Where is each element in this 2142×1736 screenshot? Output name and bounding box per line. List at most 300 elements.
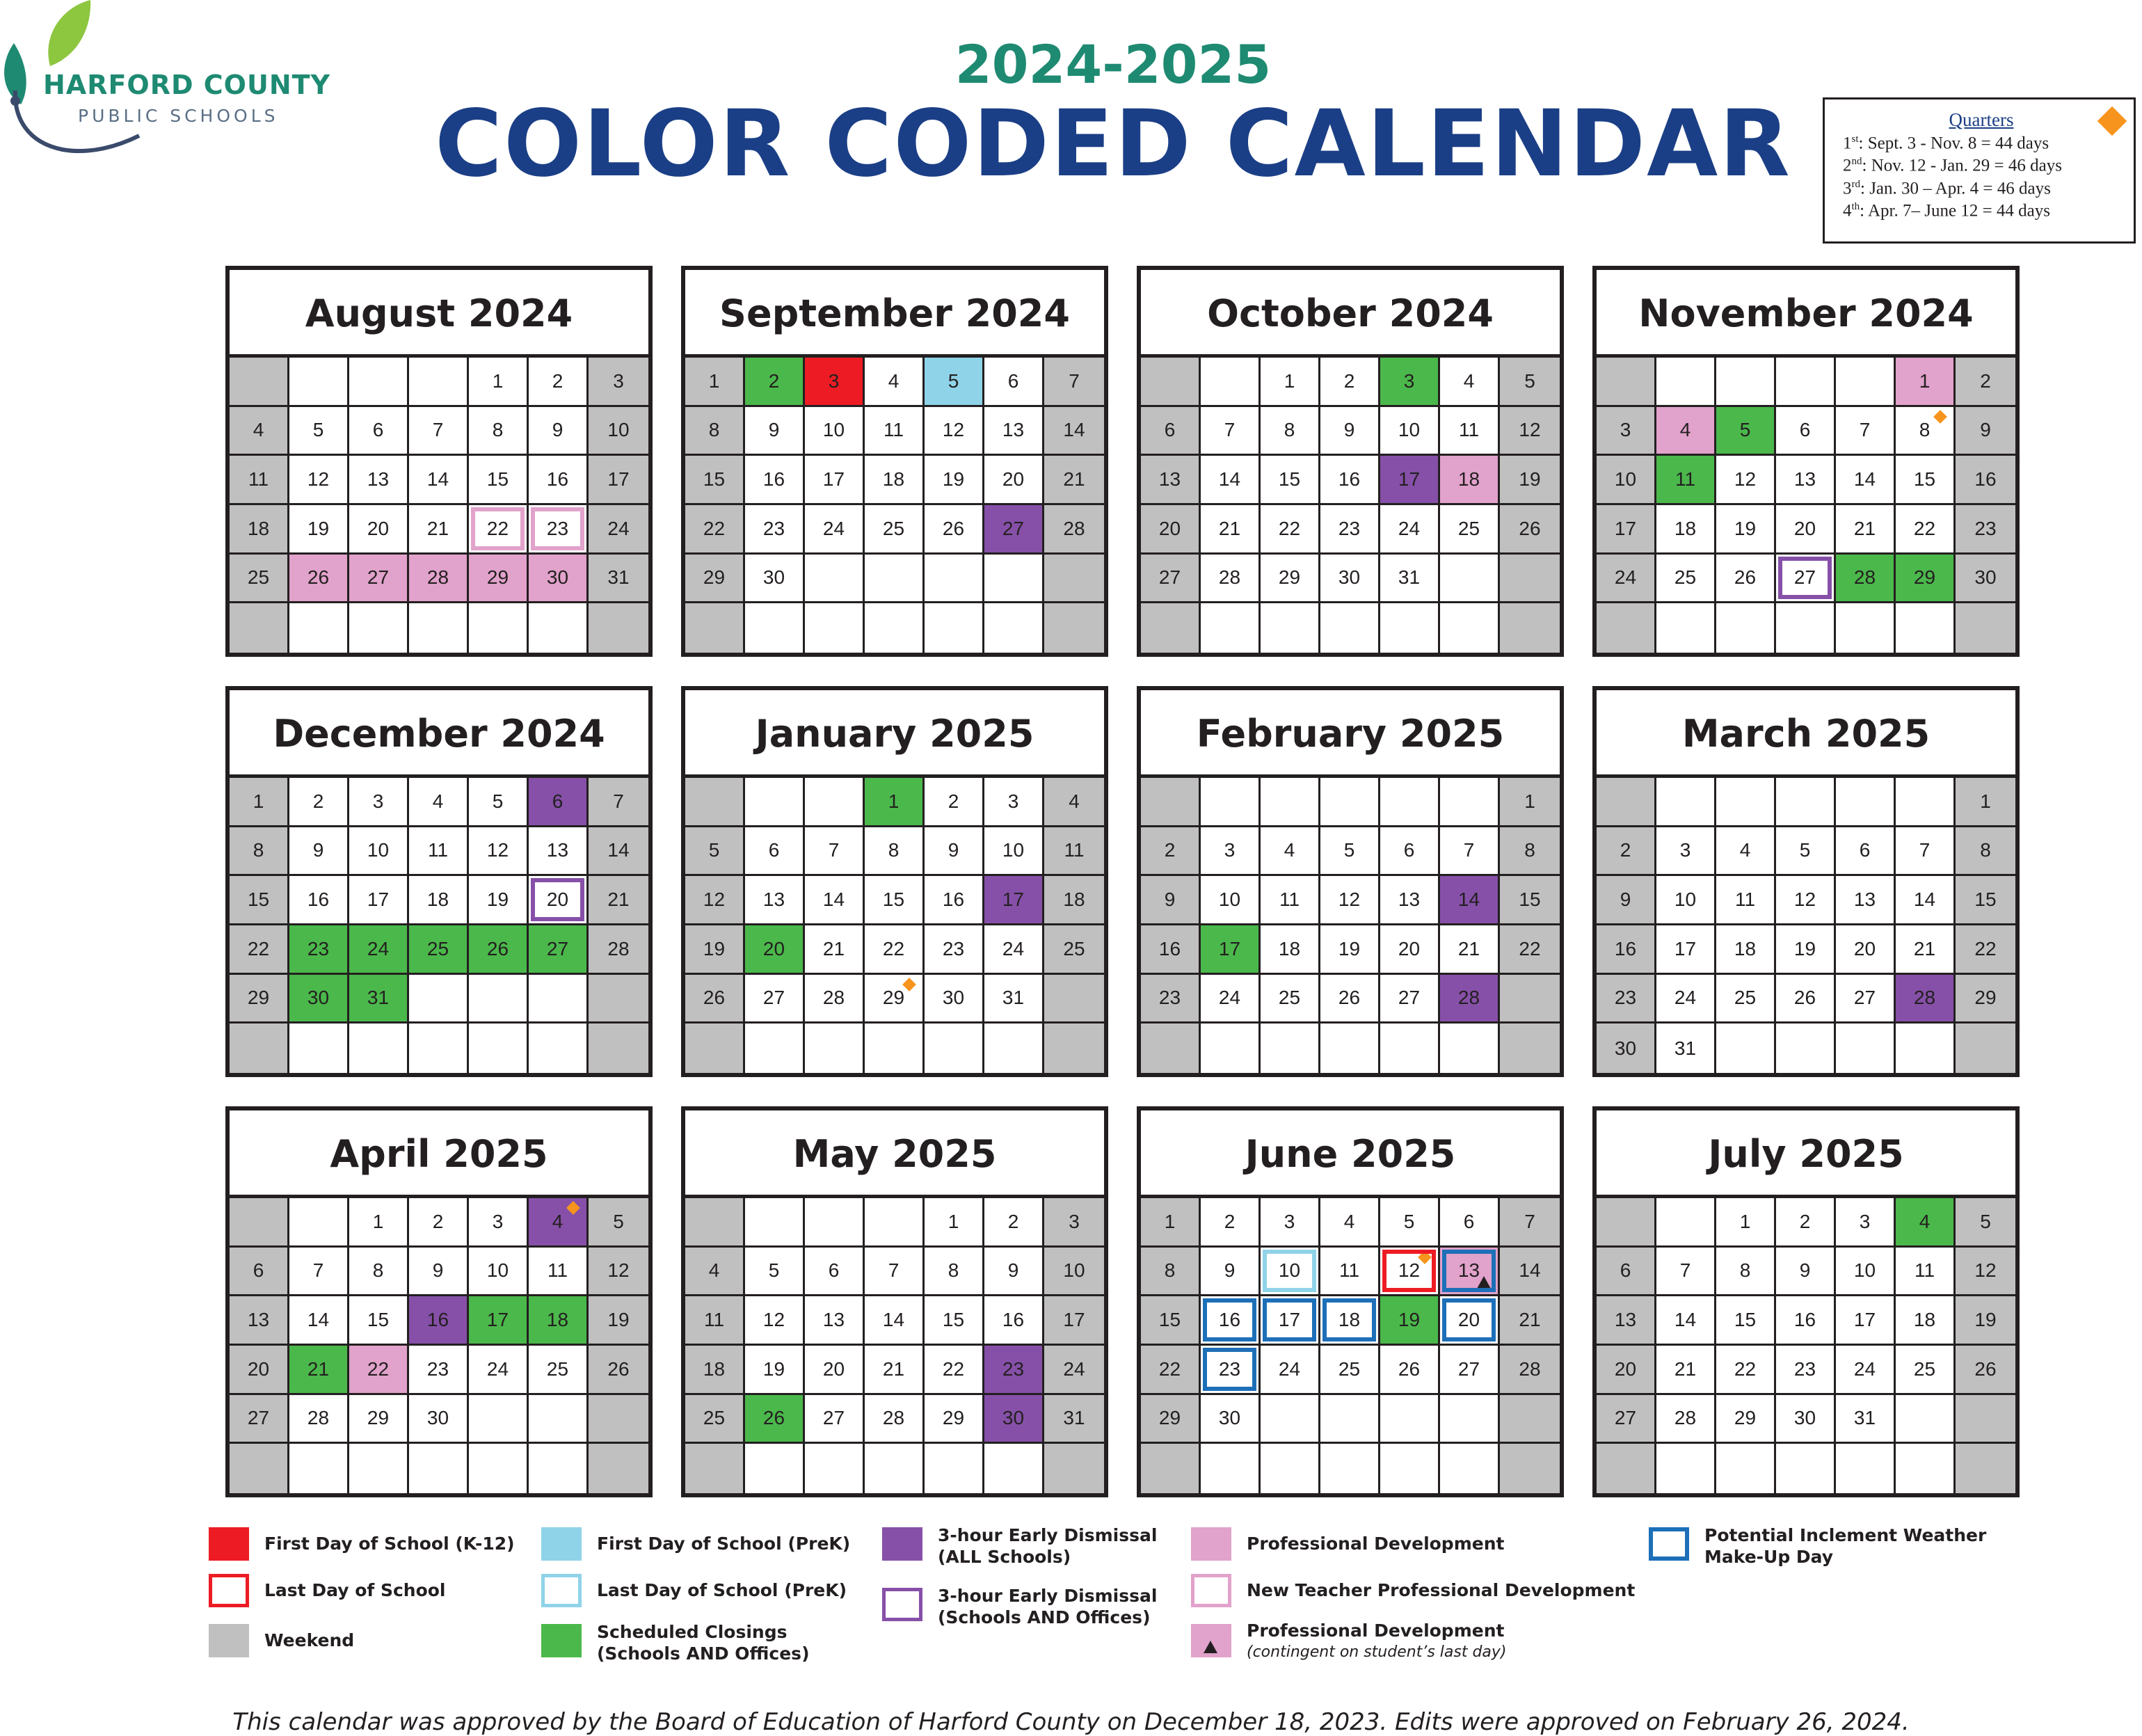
empty-cell (589, 603, 648, 653)
day-number: 20 (1853, 937, 1876, 959)
empty-cell (1500, 603, 1560, 653)
day-number: 3 (1859, 1210, 1871, 1232)
day-number: 18 (1278, 937, 1301, 959)
day-number: 19 (703, 937, 726, 959)
empty-cell (1956, 603, 2015, 653)
day-number: 22 (486, 517, 509, 539)
day-number: 18 (1734, 937, 1757, 959)
day-cell (469, 358, 529, 407)
day-number: 9 (768, 419, 780, 441)
day-cell (469, 1198, 529, 1248)
day-number: 23 (1218, 1357, 1241, 1380)
day-cell (1896, 876, 1956, 925)
day-cell (805, 407, 865, 456)
day-number: 30 (1614, 1037, 1637, 1059)
day-number: 1 (492, 369, 504, 392)
day-number: 5 (1980, 1210, 1991, 1232)
day-number: 9 (552, 419, 564, 441)
day-cell (1716, 407, 1776, 456)
day-number: 3 (1620, 419, 1631, 441)
day-number: 21 (1457, 937, 1480, 959)
day-cell (865, 1296, 925, 1346)
day-number: 31 (1398, 566, 1421, 589)
day-cell (289, 778, 349, 827)
empty-cell (1656, 1444, 1716, 1493)
day-number: 9 (1164, 889, 1176, 911)
day-cell (589, 555, 648, 604)
empty-cell (230, 1444, 289, 1493)
day-cell (529, 876, 589, 925)
day-number: 3 (1007, 790, 1019, 812)
day-cell (745, 407, 805, 456)
day-cell (1956, 1296, 2015, 1346)
empty-cell (745, 1444, 805, 1493)
day-cell (529, 1198, 589, 1248)
day-number: 15 (1913, 468, 1936, 491)
month-calendar (1137, 266, 1564, 657)
day-number: 13 (1853, 889, 1876, 911)
day-number: 13 (1457, 1259, 1480, 1282)
day-cell (1500, 505, 1560, 555)
day-cell (865, 925, 925, 975)
day-cell (589, 827, 648, 877)
day-cell (409, 456, 469, 505)
day-number: 28 (1913, 987, 1936, 1009)
day-cell (469, 1296, 529, 1346)
day-cell (1776, 1198, 1836, 1248)
day-cell (1380, 1296, 1440, 1346)
day-number: 30 (1974, 566, 1997, 589)
day-cell (1201, 925, 1261, 975)
day-cell (1656, 827, 1716, 877)
empty-cell (1836, 778, 1896, 827)
day-cell (1380, 505, 1440, 555)
empty-cell (230, 603, 289, 653)
day-cell (589, 358, 648, 407)
day-number: 5 (1343, 839, 1355, 861)
day-cell (469, 407, 529, 456)
day-cell (1836, 555, 1896, 604)
day-number: 16 (546, 468, 569, 491)
day-cell (1716, 1296, 1776, 1346)
day-cell (1201, 456, 1261, 505)
day-cell (805, 1296, 865, 1346)
day-number: 14 (1913, 889, 1936, 911)
day-number: 13 (1793, 468, 1816, 491)
day-number: 21 (607, 889, 630, 911)
month-title: December 2024 (230, 690, 648, 778)
day-cell (1440, 827, 1500, 877)
day-number: 29 (1158, 1407, 1181, 1429)
day-cell (1836, 975, 1896, 1024)
day-number: 12 (1338, 889, 1361, 911)
day-cell (685, 975, 745, 1024)
day-cell (1440, 456, 1500, 505)
empty-cell (865, 1444, 925, 1493)
day-number: 11 (1279, 889, 1300, 911)
day-cell (1836, 876, 1896, 925)
day-number: 29 (1913, 566, 1936, 589)
day-cell (1044, 827, 1104, 877)
day-cell (1500, 876, 1560, 925)
day-number: 8 (253, 839, 264, 861)
day-number: 19 (1974, 1309, 1997, 1331)
calendar-year: 2024-2025 (954, 33, 1272, 95)
day-cell (469, 778, 529, 827)
day-cell (349, 1248, 409, 1297)
day-cell (984, 505, 1044, 555)
day-cell (1044, 456, 1104, 505)
day-number: 30 (1793, 1407, 1816, 1429)
empty-cell (469, 1024, 529, 1073)
day-cell (984, 1248, 1044, 1297)
day-number: 17 (367, 889, 390, 911)
month-title: June 2025 (1141, 1110, 1560, 1198)
day-number: 15 (703, 468, 726, 491)
day-number: 22 (942, 1357, 965, 1380)
empty-cell (1380, 603, 1440, 653)
month-title: February 2025 (1141, 690, 1560, 778)
day-number: 9 (312, 839, 324, 861)
day-cell (230, 1296, 289, 1346)
day-number: 26 (1974, 1357, 1997, 1380)
day-cell (925, 1346, 984, 1395)
day-number: 8 (1284, 419, 1295, 441)
day-number: 19 (1519, 468, 1541, 491)
month-grid (230, 358, 648, 653)
day-cell (1440, 1346, 1500, 1395)
empty-cell (745, 1024, 805, 1073)
empty-cell (1044, 1024, 1104, 1073)
empty-cell (1261, 1444, 1320, 1493)
day-number: 10 (607, 419, 630, 441)
empty-cell (349, 1024, 409, 1073)
empty-cell (409, 1444, 469, 1493)
day-number: 1 (1524, 790, 1535, 812)
empty-cell (469, 603, 529, 653)
day-number: 13 (247, 1309, 270, 1331)
month-grid (685, 358, 1104, 653)
quarter-end-diamond-icon (566, 1201, 580, 1215)
day-cell (409, 827, 469, 877)
day-number: 16 (426, 1309, 449, 1331)
day-cell (685, 505, 745, 555)
day-number: 1 (708, 369, 720, 392)
day-cell (1656, 1395, 1716, 1444)
day-cell (230, 925, 289, 975)
day-cell (1320, 505, 1380, 555)
day-cell (1320, 1296, 1380, 1346)
day-number: 12 (703, 889, 726, 911)
day-cell (1261, 1346, 1320, 1395)
day-cell (1320, 876, 1380, 925)
day-number: 24 (1853, 1357, 1876, 1380)
day-cell (925, 1395, 984, 1444)
month-grid (1597, 1198, 2015, 1493)
day-cell (685, 1346, 745, 1395)
day-cell (805, 1346, 865, 1395)
day-cell (1500, 778, 1560, 827)
day-number: 26 (1519, 517, 1541, 539)
day-number: 10 (1614, 468, 1637, 491)
day-number: 5 (948, 369, 959, 392)
day-number: 21 (1063, 468, 1085, 491)
day-cell (1896, 1248, 1956, 1297)
day-cell (1716, 1198, 1776, 1248)
day-cell (1320, 456, 1380, 505)
day-cell (1261, 827, 1320, 877)
day-cell (289, 1346, 349, 1395)
day-number: 30 (942, 987, 965, 1009)
empty-cell (1836, 1444, 1896, 1493)
day-number: 24 (1278, 1357, 1301, 1380)
month-grid (685, 778, 1104, 1073)
day-cell (685, 456, 745, 505)
day-cell (1896, 827, 1956, 877)
day-cell (805, 1248, 865, 1297)
day-cell (925, 1198, 984, 1248)
day-number: 31 (1002, 987, 1025, 1009)
day-number: 11 (1338, 1259, 1360, 1282)
empty-cell (1776, 1444, 1836, 1493)
day-number: 13 (1002, 419, 1025, 441)
day-number: 3 (1284, 1210, 1295, 1232)
day-cell (1201, 555, 1261, 604)
legend-swatch (1191, 1527, 1231, 1561)
day-cell (349, 1198, 409, 1248)
day-cell (1896, 1346, 1956, 1395)
day-number: 12 (762, 1309, 785, 1331)
day-cell (349, 876, 409, 925)
empty-cell (745, 1198, 805, 1248)
day-number: 19 (1734, 517, 1757, 539)
day-cell (685, 876, 745, 925)
day-cell (1776, 555, 1836, 604)
day-cell (289, 456, 349, 505)
day-number: 30 (762, 566, 785, 589)
day-cell (409, 876, 469, 925)
day-cell (805, 456, 865, 505)
day-cell (469, 925, 529, 975)
month-grid (230, 1198, 648, 1493)
day-cell (1896, 456, 1956, 505)
quarter-line: 2nd: Nov. 12 - Jan. 29 = 46 days (1843, 156, 2062, 175)
day-cell (1716, 505, 1776, 555)
day-number: 25 (1338, 1357, 1361, 1380)
day-number: 4 (1069, 790, 1080, 812)
day-cell (1380, 555, 1440, 604)
day-number: 4 (552, 1210, 564, 1232)
day-cell (1836, 1296, 1896, 1346)
day-cell (1836, 1248, 1896, 1297)
day-cell (1836, 1395, 1896, 1444)
day-number: 9 (1980, 419, 1991, 441)
day-number: 23 (762, 517, 785, 539)
day-cell (1956, 925, 2015, 975)
quarter-line: 4th: Apr. 7– June 12 = 44 days (1843, 200, 2050, 221)
day-cell (984, 456, 1044, 505)
day-number: 21 (1519, 1309, 1541, 1331)
day-number: 28 (1218, 566, 1241, 589)
day-cell (1320, 1198, 1380, 1248)
day-number: 25 (426, 937, 449, 959)
month-title: March 2025 (1597, 690, 2015, 778)
empty-cell (1500, 1444, 1560, 1493)
day-number: 28 (607, 937, 630, 959)
day-number: 5 (1799, 839, 1811, 861)
empty-cell (1776, 778, 1836, 827)
empty-cell (1320, 603, 1380, 653)
day-cell (745, 1296, 805, 1346)
day-number: 9 (1620, 889, 1631, 911)
day-number: 29 (1974, 987, 1997, 1009)
empty-cell (1776, 358, 1836, 407)
day-number: 18 (1457, 468, 1480, 491)
day-number: 7 (1919, 839, 1931, 861)
empty-cell (685, 603, 745, 653)
day-number: 27 (1793, 566, 1816, 589)
legend-label: First Day of School (PreK) (597, 1534, 851, 1554)
day-cell (925, 925, 984, 975)
legend-label: Last Day of School (264, 1580, 446, 1600)
empty-cell (1261, 1395, 1320, 1444)
day-number: 22 (1519, 937, 1541, 959)
day-cell (469, 1248, 529, 1297)
day-cell (925, 1248, 984, 1297)
empty-cell (925, 555, 984, 604)
day-number: 26 (607, 1357, 630, 1380)
day-number: 18 (703, 1357, 726, 1380)
day-cell (984, 975, 1044, 1024)
day-cell (1956, 1198, 2015, 1248)
month-title: July 2025 (1597, 1110, 2015, 1198)
day-cell (230, 1346, 289, 1395)
day-cell (349, 456, 409, 505)
legend-swatch (209, 1624, 249, 1657)
day-cell (1896, 1296, 1956, 1346)
empty-cell (685, 778, 745, 827)
day-cell (1320, 827, 1380, 877)
day-number: 21 (822, 937, 845, 959)
day-number: 19 (1793, 937, 1816, 959)
day-number: 29 (703, 566, 726, 589)
empty-cell (349, 1444, 409, 1493)
day-cell (1956, 456, 2015, 505)
empty-cell (1956, 1024, 2015, 1073)
day-cell (1656, 407, 1716, 456)
legend-swatch (1191, 1574, 1231, 1607)
day-number: 16 (1793, 1309, 1816, 1331)
day-number: 8 (1980, 839, 1991, 861)
empty-cell (1500, 975, 1560, 1024)
day-number: 1 (372, 1210, 384, 1232)
empty-cell (529, 1444, 589, 1493)
empty-cell (1656, 603, 1716, 653)
empty-cell (409, 975, 469, 1024)
day-cell (289, 876, 349, 925)
empty-cell (984, 555, 1044, 604)
day-cell (925, 975, 984, 1024)
day-number: 3 (372, 790, 384, 812)
legend-label-line2: Make-Up Day (1704, 1547, 1834, 1567)
day-number: 6 (828, 1259, 840, 1282)
day-number: 4 (1343, 1210, 1355, 1232)
legend-swatch (209, 1527, 249, 1561)
month-title: October 2024 (1141, 270, 1560, 358)
day-cell (1044, 1198, 1104, 1248)
legend-label: Potential Inclement Weather (1704, 1525, 1987, 1545)
day-cell (529, 1248, 589, 1297)
day-number: 17 (822, 468, 845, 491)
day-cell (589, 1346, 648, 1395)
day-cell (1716, 827, 1776, 877)
day-number: 24 (367, 937, 390, 959)
day-cell (984, 358, 1044, 407)
legend-label-line2: (Schools AND Offices) (597, 1643, 810, 1664)
day-number: 14 (882, 1309, 905, 1331)
day-number: 6 (1164, 419, 1176, 441)
day-cell (1716, 876, 1776, 925)
day-number: 7 (312, 1259, 324, 1282)
day-number: 12 (1974, 1259, 1997, 1282)
day-number: 19 (486, 889, 509, 911)
day-number: 2 (1164, 839, 1176, 861)
day-cell (1956, 407, 2015, 456)
day-cell (984, 1296, 1044, 1346)
day-cell (805, 358, 865, 407)
day-cell (1836, 1346, 1896, 1395)
day-cell (289, 1395, 349, 1444)
day-number: 9 (432, 1259, 444, 1282)
day-number: 24 (1063, 1357, 1085, 1380)
empty-cell (1656, 1198, 1716, 1248)
day-cell (925, 407, 984, 456)
day-number: 3 (613, 369, 624, 392)
day-cell (745, 1395, 805, 1444)
day-number: 28 (1853, 566, 1876, 589)
day-cell (685, 925, 745, 975)
day-cell (1656, 1024, 1716, 1073)
day-cell (1380, 358, 1440, 407)
month-calendar (1592, 686, 2020, 1077)
day-number: 2 (768, 369, 780, 392)
day-number: 23 (1338, 517, 1361, 539)
empty-cell (1201, 603, 1261, 653)
legend-swatch (209, 1574, 249, 1607)
day-cell (685, 827, 745, 877)
day-cell (1896, 407, 1956, 456)
day-cell (685, 1395, 745, 1444)
day-number: 15 (882, 889, 905, 911)
day-cell (1836, 505, 1896, 555)
day-cell (1044, 1346, 1104, 1395)
day-number: 11 (547, 1259, 568, 1282)
day-cell (1380, 876, 1440, 925)
day-number: 30 (426, 1407, 449, 1429)
day-cell (865, 778, 925, 827)
day-number: 5 (1524, 369, 1535, 392)
empty-cell (1500, 1395, 1560, 1444)
day-cell (1380, 407, 1440, 456)
empty-cell (409, 603, 469, 653)
day-number: 25 (1734, 987, 1757, 1009)
day-cell (865, 1346, 925, 1395)
day-cell (1776, 1296, 1836, 1346)
day-number: 29 (247, 987, 270, 1009)
day-cell (1380, 827, 1440, 877)
empty-cell (1716, 1024, 1776, 1073)
day-cell (1836, 925, 1896, 975)
